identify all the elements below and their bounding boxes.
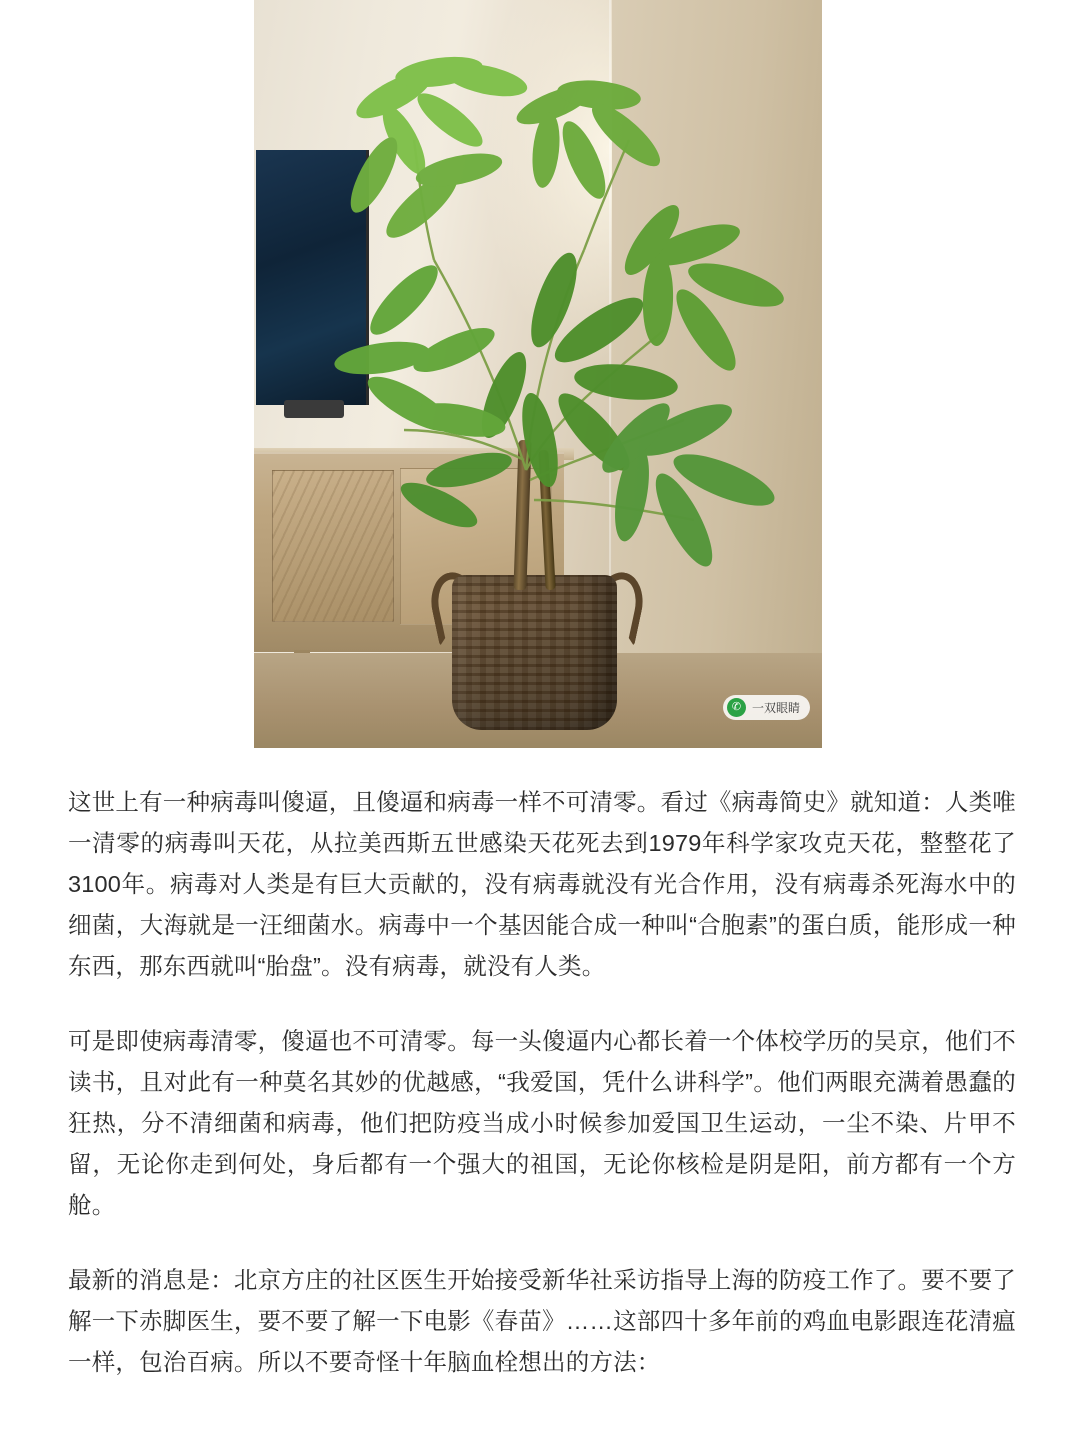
leaf-cluster-right [616,198,789,378]
article-paragraph-3: 最新的消息是：北京方庄的社区医生开始接受新华社采访指导上海的防疫工作了。要不要了解一下赤脚医生，要不要了解一下电影《春苗》……这部四十多年前的鸡血电影跟连花清瘟一样，包治百病。所以不要奇怪十年脑血栓想出的方法： [68,1267,1016,1375]
leaf-cluster-upper-right [512,77,668,204]
plant-foliage [254,0,822,748]
hero-image [254,0,822,748]
article-paragraph-2: 可是即使病毒清零，傻逼也不可清零。每一头傻逼内心都长着一个体校学历的吴京，他们不读书，且对此有一种莫名其妙的优越感，“我爱国，凭什么讲科学”。他们两眼充满着愚蠢的狂热，分不清细菌和病毒，他们把防疫当成小时候参加爱国卫生运动，一尘不染、片甲不留，无论你走到何处，身后都有一个强大的祖国，无论你核检是阴是阳，前方都有一个方舱。 [68,1028,1016,1218]
wechat-account-watermark [723,695,810,720]
article-body [0,748,1084,1383]
leaf-cluster-left [332,256,508,442]
leaf-cluster-bottom-left [395,446,515,536]
wechat-icon: ✆ [727,698,746,717]
article-paragraph-1: 这世上有一种病毒叫傻逼，且傻逼和病毒一样不可清零。看过《病毒简史》就知道：人类唯一清零的病毒叫天花，从拉美西斯五世感染天花死去到1979年科学家攻克天花，整整花了3100年。病毒对人类是有巨大贡献的，没有病毒就没有光合作用，没有病毒杀死海水中的细菌，大海就是一汪细菌水。病毒中一个基因能合成一种叫“合胞素”的蛋白质，能形成一种东西，那东西就叫“胎盘”。没有病毒，就没有人类。 [68,789,1016,979]
leaf-cluster-top [342,52,530,247]
wechat-account-name: 一双眼睛 [751,701,800,715]
leaf-cluster-lower-right [593,394,780,573]
